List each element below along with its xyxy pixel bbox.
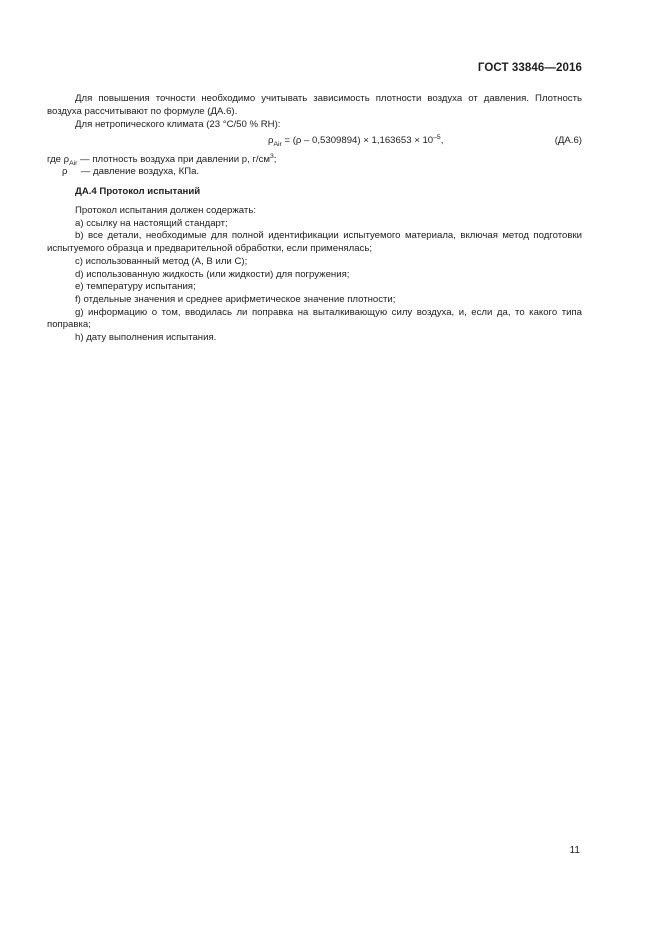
protocol-item-d: d) использованную жидкость (или жидкости) для погружения; <box>75 268 350 280</box>
protocol-item-e: е) температуру испытания; <box>75 281 196 293</box>
page-number: 11 <box>569 845 580 856</box>
formula-tail: , <box>440 135 444 146</box>
section-title: ДА.4 Протокол испытаний <box>75 186 201 197</box>
where-line-2: ρ — давление воздуха, КПа. <box>62 166 200 177</box>
protocol-item-b: b) все детали, необходимые для полной идентификации испытуемого материала, включая метод подготовки испытуемого образца и предварительной обработки, если применялась; <box>47 230 582 255</box>
formula-expression: = (ρ – 0,5309894) × 1,163653 × 10 <box>281 135 434 146</box>
where-line-1 <box>47 154 276 166</box>
where-sub-air: Air <box>69 159 78 167</box>
formula-number: (ДА.6) <box>554 135 582 146</box>
formula-exponent: –5 <box>433 133 441 141</box>
protocol-item-f: f) отдельные значения и среднее арифметическое значение плотности; <box>75 293 396 305</box>
formula-rho: ρ <box>268 135 274 146</box>
formula-da6 <box>268 135 443 146</box>
protocol-list <box>47 205 582 345</box>
protocol-item-h: h) дату выполнения испытания. <box>75 332 217 344</box>
intro-block <box>47 92 582 131</box>
formula-row <box>47 135 582 149</box>
protocol-item-g: g) информацию о том, вводилась ли поправка на выталкивающую силу воздуха, и, если да, то какого типа поправка; <box>47 306 582 331</box>
where-end: ; <box>273 154 277 165</box>
where-sup: 3 <box>269 152 274 160</box>
where-definition-1: — плотность воздуха при давлении p, г/см <box>77 154 270 165</box>
protocol-item-c: c) использованный метод (А, В или С); <box>75 255 248 267</box>
intro-paragraph-2: Для нетропического климата (23 °С/50 % RH): <box>75 119 281 130</box>
protocol-lead: Протокол испытания должен содержать: <box>75 205 256 216</box>
formula-sub-air: Air <box>273 140 282 148</box>
protocol-item-a: а) ссылку на настоящий стандарт; <box>75 217 228 229</box>
where-prefix: где ρ <box>47 154 70 165</box>
intro-paragraph-1: Для повышения точности необходимо учитывать зависимость плотности воздуха от давления. Плотность воздуха рассчитывают по формуле (ДА.6). <box>47 93 582 117</box>
standard-code: ГОСТ 33846—2016 <box>477 62 582 74</box>
